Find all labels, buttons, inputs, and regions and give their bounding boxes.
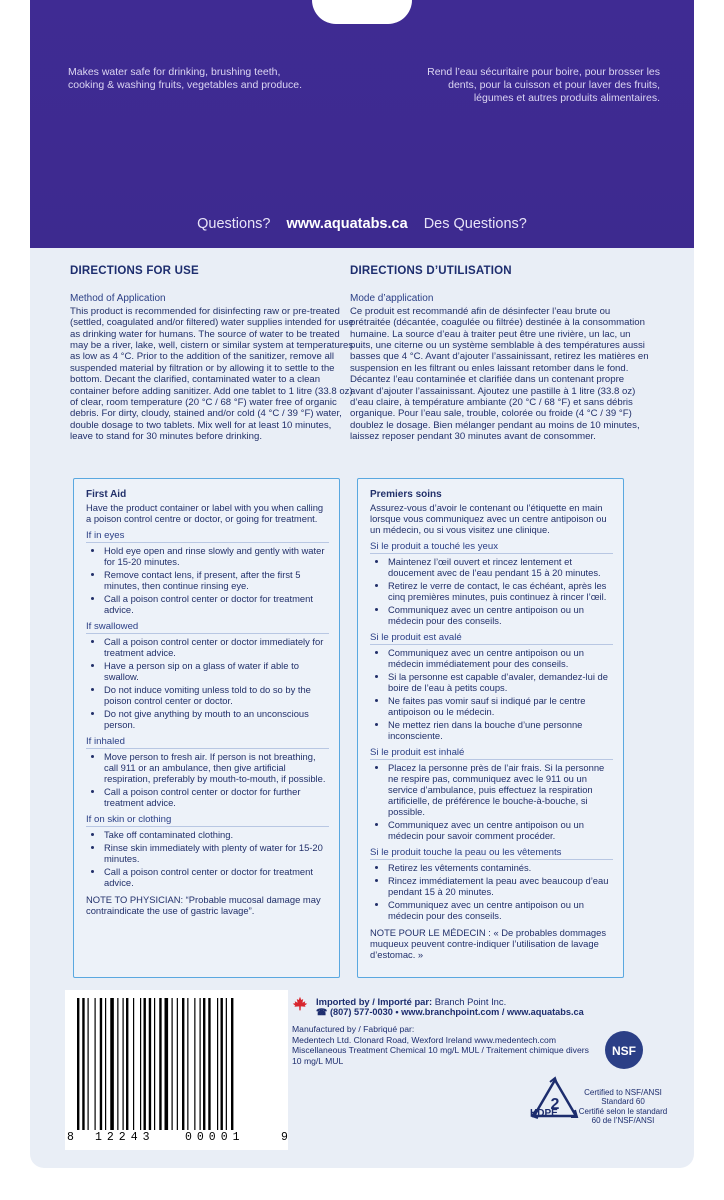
list-item: • Communiquez avec un centre antipoison ou un médecin pour savoir comment procéder. <box>388 819 613 841</box>
questions-en: Questions? <box>197 216 271 232</box>
list-item: • Retirez les vêtements contaminés. <box>388 862 613 873</box>
list-item: • Call a poison control center or doctor for treatment advice. <box>104 866 329 888</box>
barcode-bar <box>194 998 195 1130</box>
list-en-inhaled <box>86 751 329 808</box>
list-item: • Rincez immédiatement la peau avec beaucoup d’eau pendant 15 à 20 minutes. <box>388 875 613 897</box>
list-item: • Call a poison control center or doctor for treatment advice. <box>104 593 329 615</box>
first-aid-intro-fr: Assurez-vous d’avoir le contenant ou l’étiquette en main lorsque vous communiquez avec un centre antipoison ou un médecin, ou si vous visitez une clinique. <box>370 502 607 535</box>
barcode-bar <box>82 998 84 1130</box>
barcode-bar <box>88 998 89 1130</box>
list-item: • Call a poison control center or doctor immediately for treatment advice. <box>104 636 329 658</box>
list-item: • Take off contaminated clothing. <box>104 829 329 840</box>
directions-heading-fr: DIRECTIONS D’UTILISATION <box>350 265 512 277</box>
importer-contact: ☎ (807) 577-0030 • www.branchpoint.com / www.aquatabs.ca <box>316 1007 584 1017</box>
barcode-digit-last: 9 <box>281 1131 288 1144</box>
barcode-bar <box>95 998 96 1130</box>
list-en-eyes <box>86 545 329 615</box>
barcode-bar <box>200 998 201 1130</box>
website-link[interactable]: www.aquatabs.ca <box>286 216 408 232</box>
barcode-digits-left: 12243 <box>95 1131 155 1144</box>
list-item: • Do not induce vomiting unless told to do so by the poison control center or doctor. <box>104 684 329 706</box>
list-item: • Remove contact lens, if present, after the first 5 minutes, then continue rinsing eye. <box>104 569 329 591</box>
nsf-text-fr: Certifié selon le standard 60 de l’NSF/ANSI <box>578 1106 668 1126</box>
first-aid-title-fr: Premiers soins <box>370 489 442 500</box>
barcode-bar <box>123 998 124 1130</box>
list-item: • Ne mettez rien dans la bouche d’une personne inconsciente. <box>388 719 613 741</box>
first-aid-box-en <box>73 478 340 978</box>
list-item: • Rinse skin immediately with plenty of water for 15-20 minutes. <box>104 842 329 864</box>
directions-fr <box>350 266 650 443</box>
barcode-bar <box>154 998 155 1130</box>
list-item: • Communiquez avec un centre antipoison ou un médecin immédiatement pour des conseils. <box>388 647 613 669</box>
section-label-en: If on skin or clothing <box>86 814 329 827</box>
directions-body-fr: Ce produit est recommandé afin de désinfecter l’eau brute ou prétraitée (décantée, coagulée ou filtrée) destinée à la consommation humaine. La source d’eau à traiter peut être une rivière, un lac, un puits, une citerne ou un système semblable à des températures aussi basses que 4 °C. Avant d’ajouter l’assainissant, retirez les matières en suspension en les filtrant ou enles laissant retomber dans le fond. Décantez l’eau contaminée et clarifiée dans un contenant propre avant d’ajouter l’assainissant. Ajoutez une pastille à 1 litre (33.8 oz) d’eau claire, à température ambiante (20 °C / 68 °F) et sans débris organique. Pour l’eau sale, trouble, colorée ou froide (4 °C / 39 °F) doublez le dosage. Bien mélanger pendant au moins de 10 minutes, laissez reposer pendant 30 minutes avant de consommer. <box>350 305 649 443</box>
list-item: • Hold eye open and rinse slowly and gently with water for 15-20 minutes. <box>104 545 329 567</box>
list-item: • Maintenez l’œil ouvert et rincez lentement et doucement avec de l’eau pendant 15 à 20 minutes. <box>388 556 613 578</box>
barcode-bar <box>217 998 218 1130</box>
barcode-bars <box>75 998 280 1130</box>
barcode-bar <box>100 998 102 1130</box>
barcode-digits-right: 00001 <box>185 1131 245 1144</box>
list-fr-yeux <box>370 556 613 626</box>
manufacturer-info <box>292 1024 592 1066</box>
barcode-bar <box>187 998 188 1130</box>
barcode-bar <box>149 998 151 1130</box>
first-aid-box-fr <box>357 478 624 978</box>
questions-fr: Des Questions? <box>423 216 527 232</box>
list-fr-avale <box>370 647 613 741</box>
list-item: • Communiquez avec un centre antipoison ou un médecin pour des conseils. <box>388 604 613 626</box>
barcode <box>65 990 288 1150</box>
importer-info <box>292 996 682 1018</box>
section-label-fr: Si le produit est inhalé <box>370 747 613 760</box>
header-text-fr: Rend l’eau sécuritaire pour boire, pour brosser les dents, pour la cuisson et pour laver des fruits, légumes et autres produits alimentaires. <box>427 66 660 104</box>
questions-line <box>30 216 694 232</box>
list-item: • Do not give anything by mouth to an unconscious person. <box>104 708 329 730</box>
maple-leaf-icon <box>292 996 308 1012</box>
nsf-text-en: Certified to NSF/ANSI Standard 60 <box>584 1088 662 1107</box>
physician-note-fr: NOTE POUR LE MÉDECIN : « De probables dommages muqueux peuvent contre-indiquer l’utilisation de lavage d’estomac. » <box>370 927 607 960</box>
barcode-bar <box>105 998 106 1130</box>
barcode-bar <box>221 998 223 1130</box>
barcode-bar <box>133 998 134 1130</box>
list-item: • Si la personne est capable d’avaler, demandez-lui de boire de l’eau à petits coups. <box>388 671 613 693</box>
physician-note-en: NOTE TO PHYSICIAN: “Probable mucosal damage may contraindicate the use of gastric lavage”. <box>86 894 321 916</box>
recycle-icon <box>528 1064 582 1134</box>
section-label-en: If inhaled <box>86 736 329 749</box>
manufacturer-address: Medentech Ltd. Clonard Road, Wexford Ireland www.medentech.com <box>292 1034 556 1045</box>
barcode-bar <box>110 998 114 1130</box>
list-item: • Ne faites pas vomir sauf si indiqué par le centre antipoison ou le médecin. <box>388 695 613 717</box>
barcode-bar <box>203 998 205 1130</box>
barcode-digit-first: 8 <box>67 1131 74 1144</box>
importer-label: Imported by / Importé par: <box>316 996 433 1007</box>
barcode-bar <box>77 998 79 1130</box>
hang-hole <box>312 0 412 24</box>
hdpe-label: HDPE <box>530 1108 558 1119</box>
section-label-en: If in eyes <box>86 530 329 543</box>
barcode-bar <box>231 998 233 1130</box>
list-item: • Have a person sip on a glass of water if able to swallow. <box>104 660 329 682</box>
method-subheading-en: Method of Application <box>70 293 166 305</box>
package-back <box>30 0 694 1168</box>
section-label-en: If swallowed <box>86 621 329 634</box>
list-fr-inhale <box>370 762 613 841</box>
first-aid-intro-en: Have the product container or label with you when calling a poison control centre or doctor, or going for treatment. <box>86 502 324 524</box>
barcode-bar <box>144 998 146 1130</box>
header-text-en: Makes water safe for drinking, brushing teeth, cooking & washing fruits, vegetables and produce. <box>68 66 303 91</box>
directions-heading-en: DIRECTIONS FOR USE <box>70 265 199 277</box>
list-item: • Move person to fresh air. If person is not breathing, call 911 or an ambulance, then give artificial respiration, preferably by mouth-to-mouth, if possible. <box>104 751 329 784</box>
list-fr-peau <box>370 862 613 921</box>
directions-en <box>70 266 355 443</box>
list-item: • Placez la personne près de l’air frais. Si la personne ne respire pas, communiquez avec le 911 ou un service d’ambulance, puis effectuez la respiration artificielle, de préférence le bouche-à-bouche, si possible. <box>388 762 613 817</box>
classification: Miscellaneous Treatment Chemical 10 mg/L MUL / Traitement chimique divers 10 mg/L MUL <box>292 1045 589 1066</box>
barcode-bar <box>226 998 227 1130</box>
manufacturer-label: Manufactured by / Fabriqué par: <box>292 1024 415 1034</box>
list-en-swallowed <box>86 636 329 730</box>
barcode-bar <box>182 998 184 1130</box>
nsf-logo-icon <box>604 1030 644 1070</box>
barcode-bar <box>117 998 118 1130</box>
section-label-fr: Si le produit a touché les yeux <box>370 541 613 554</box>
importer-name: Branch Point Inc. <box>434 996 507 1007</box>
barcode-bar <box>159 998 161 1130</box>
first-aid-title-en: First Aid <box>86 489 127 500</box>
barcode-bar <box>165 998 169 1130</box>
barcode-bar <box>172 998 173 1130</box>
list-item: • Communiquez avec un centre antipoison ou un médecin pour des conseils. <box>388 899 613 921</box>
nsf-certification <box>578 1088 668 1126</box>
barcode-bar <box>177 998 178 1130</box>
recycle-number: 2 <box>550 1096 560 1113</box>
list-en-skin <box>86 829 329 888</box>
section-label-fr: Si le produit touche la peau ou les vêtements <box>370 847 613 860</box>
header-band <box>30 0 694 248</box>
list-item: • Call a poison control center or doctor for further treatment advice. <box>104 786 329 808</box>
barcode-bar <box>126 998 128 1130</box>
method-subheading-fr: Mode d’application <box>350 293 434 305</box>
list-item: • Retirez le verre de contact, le cas échéant, après les cinq premières minutes, puis continuez à rincer l’œil. <box>388 580 613 602</box>
directions-body-en: This product is recommended for disinfecting raw or pre-treated (settled, coagulated and/or filtered) water supplies intended for use as drinking water for humans. The source of water to be treated may be a river, lake, well, cistern or similar system at temperatures as low as 4 °C. Prior to the addition of the sanitizer, remove all suspended material by filtration or by allowing it to settle to the bottom. Decant the clarified, contaminated water to a clean container before adding sanitizer. Add one tablet to 1 litre (33.8 oz) of clear, room temperature (20 °C / 68 °F) water free of organic debris. For dirty, cloudy, stained and/or cold (4 °C / 39 °F) water, double dosage to two tablets. Mix well for at least 10 minutes, leave to stand for 30 minutes before drinking. <box>70 305 354 443</box>
nsf-logo-text: NSF <box>612 1044 636 1058</box>
section-label-fr: Si le produit est avalé <box>370 632 613 645</box>
barcode-bar <box>208 998 210 1130</box>
barcode-bar <box>140 998 141 1130</box>
